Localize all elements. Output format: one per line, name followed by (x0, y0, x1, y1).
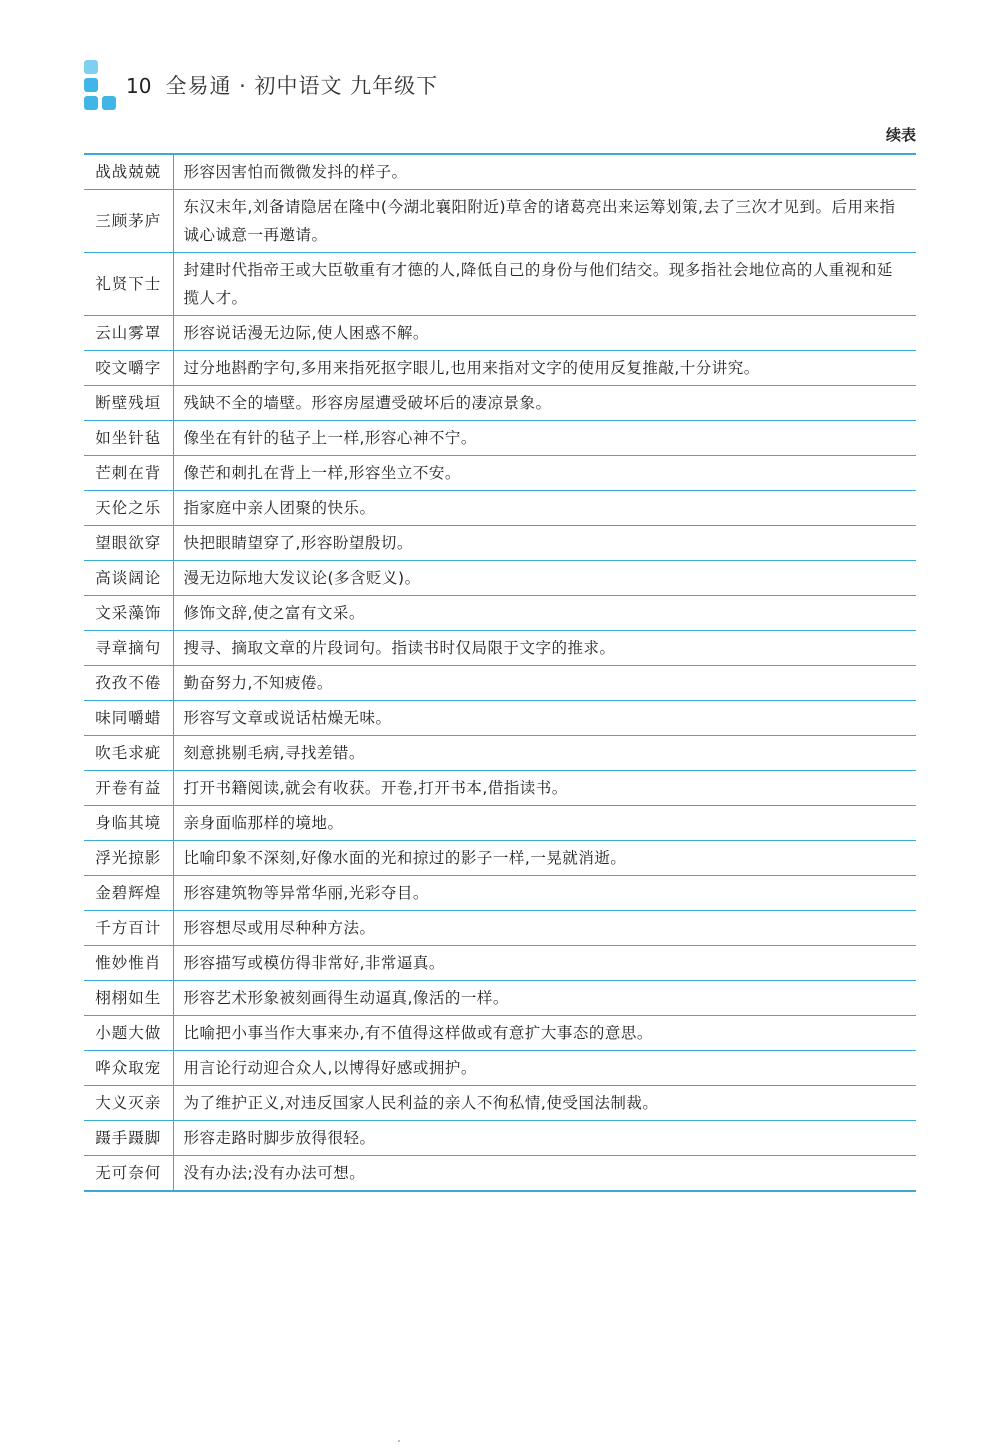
idiom-definition: 快把眼睛望穿了,形容盼望殷切。 (173, 526, 916, 561)
idiom-definition: 搜寻、摘取文章的片段词句。指读书时仅局限于文字的推求。 (173, 631, 916, 666)
idiom-term: 礼贤下士 (84, 253, 173, 316)
table-row (84, 561, 916, 596)
table-row (84, 946, 916, 981)
idiom-definition: 勤奋努力,不知疲倦。 (173, 666, 916, 701)
page-header (126, 70, 438, 102)
idiom-term: 身临其境 (84, 806, 173, 841)
idiom-definition: 没有办法;没有办法可想。 (173, 1156, 916, 1192)
idiom-term: 望眼欲穿 (84, 526, 173, 561)
idiom-term: 战战兢兢 (84, 154, 173, 190)
table-row (84, 631, 916, 666)
idiom-definition: 修饰文辞,使之富有文采。 (173, 596, 916, 631)
idiom-definition: 形容说话漫无边际,使人困惑不解。 (173, 316, 916, 351)
idiom-definition: 形容建筑物等异常华丽,光彩夺目。 (173, 876, 916, 911)
table-row (84, 253, 916, 316)
idiom-definition: 形容想尽或用尽种种方法。 (173, 911, 916, 946)
table-row (84, 1086, 916, 1121)
idiom-term: 高谈阔论 (84, 561, 173, 596)
idiom-definition: 形容描写或模仿得非常好,非常逼真。 (173, 946, 916, 981)
idiom-definition: 比喻把小事当作大事来办,有不值得这样做或有意扩大事态的意思。 (173, 1016, 916, 1051)
page-number: 10 (126, 74, 152, 98)
idiom-definition: 过分地斟酌字句,多用来指死抠字眼儿,也用来指对文字的使用反复推敲,十分讲究。 (173, 351, 916, 386)
table-row (84, 771, 916, 806)
idiom-term: 大义灭亲 (84, 1086, 173, 1121)
table-row (84, 1016, 916, 1051)
idiom-definition: 形容写文章或说话枯燥无味。 (173, 701, 916, 736)
idiom-term: 寻章摘句 (84, 631, 173, 666)
idiom-term: 无可奈何 (84, 1156, 173, 1192)
idiom-term: 芒刺在背 (84, 456, 173, 491)
idiom-definition: 东汉末年,刘备请隐居在隆中(今湖北襄阳附近)草舍的诸葛亮出来运筹划策,去了三次才见到。后用来指诚心诚意一再邀请。 (173, 190, 916, 253)
table-row (84, 1051, 916, 1086)
table-row (84, 154, 916, 190)
table-row (84, 526, 916, 561)
idiom-term: 孜孜不倦 (84, 666, 173, 701)
table-row (84, 666, 916, 701)
idiom-definition: 为了维护正义,对违反国家人民利益的亲人不徇私情,使受国法制裁。 (173, 1086, 916, 1121)
table-row (84, 911, 916, 946)
idiom-term: 天伦之乐 (84, 491, 173, 526)
idiom-term: 吹毛求疵 (84, 736, 173, 771)
idiom-term: 云山雾罩 (84, 316, 173, 351)
idiom-term: 小题大做 (84, 1016, 173, 1051)
idiom-definition: 指家庭中亲人团聚的快乐。 (173, 491, 916, 526)
table-row (84, 1121, 916, 1156)
continued-label: 续表 (885, 126, 916, 144)
table-row (84, 421, 916, 456)
table-row (84, 1156, 916, 1192)
idiom-term: 咬文嚼字 (84, 351, 173, 386)
scan-mark (398, 1440, 400, 1442)
table-row (84, 701, 916, 736)
table-row (84, 981, 916, 1016)
idiom-term: 开卷有益 (84, 771, 173, 806)
idiom-definition: 像芒和刺扎在背上一样,形容坐立不安。 (173, 456, 916, 491)
idiom-term: 栩栩如生 (84, 981, 173, 1016)
idiom-term: 断壁残垣 (84, 386, 173, 421)
idiom-term: 文采藻饰 (84, 596, 173, 631)
idiom-definition: 形容走路时脚步放得很轻。 (173, 1121, 916, 1156)
idiom-term: 三顾茅庐 (84, 190, 173, 253)
table-row (84, 876, 916, 911)
idiom-term: 哗众取宠 (84, 1051, 173, 1086)
idiom-table (84, 153, 916, 1192)
idiom-term: 金碧辉煌 (84, 876, 173, 911)
table-row (84, 190, 916, 253)
table-row (84, 841, 916, 876)
idiom-definition: 打开书籍阅读,就会有收获。开卷,打开书本,借指读书。 (173, 771, 916, 806)
idiom-definition: 比喻印象不深刻,好像水面的光和掠过的影子一样,一晃就消逝。 (173, 841, 916, 876)
table-row (84, 316, 916, 351)
idiom-term: 千方百计 (84, 911, 173, 946)
table-row (84, 386, 916, 421)
idiom-definition: 封建时代指帝王或大臣敬重有才德的人,降低自己的身份与他们结交。现多指社会地位高的人重视和延揽人才。 (173, 253, 916, 316)
idiom-definition: 形容因害怕而微微发抖的样子。 (173, 154, 916, 190)
idiom-term: 浮光掠影 (84, 841, 173, 876)
idiom-term: 蹑手蹑脚 (84, 1121, 173, 1156)
idiom-definition: 漫无边际地大发议论(多含贬义)。 (173, 561, 916, 596)
table-row (84, 806, 916, 841)
idiom-definition: 用言论行动迎合众人,以博得好感或拥护。 (173, 1051, 916, 1086)
table-row (84, 736, 916, 771)
table-row (84, 456, 916, 491)
idiom-definition: 亲身面临那样的境地。 (173, 806, 916, 841)
idiom-definition: 像坐在有针的毡子上一样,形容心神不宁。 (173, 421, 916, 456)
idiom-term: 惟妙惟肖 (84, 946, 173, 981)
idiom-definition: 形容艺术形象被刻画得生动逼真,像活的一样。 (173, 981, 916, 1016)
table-row (84, 596, 916, 631)
idiom-definition: 刻意挑剔毛病,寻找差错。 (173, 736, 916, 771)
table-row (84, 351, 916, 386)
idiom-term: 味同嚼蜡 (84, 701, 173, 736)
table-row (84, 491, 916, 526)
idiom-term: 如坐针毡 (84, 421, 173, 456)
logo-icon (84, 60, 120, 110)
idiom-definition: 残缺不全的墙壁。形容房屋遭受破坏后的凄凉景象。 (173, 386, 916, 421)
book-title: 全易通 · 初中语文 九年级下 (165, 74, 439, 98)
